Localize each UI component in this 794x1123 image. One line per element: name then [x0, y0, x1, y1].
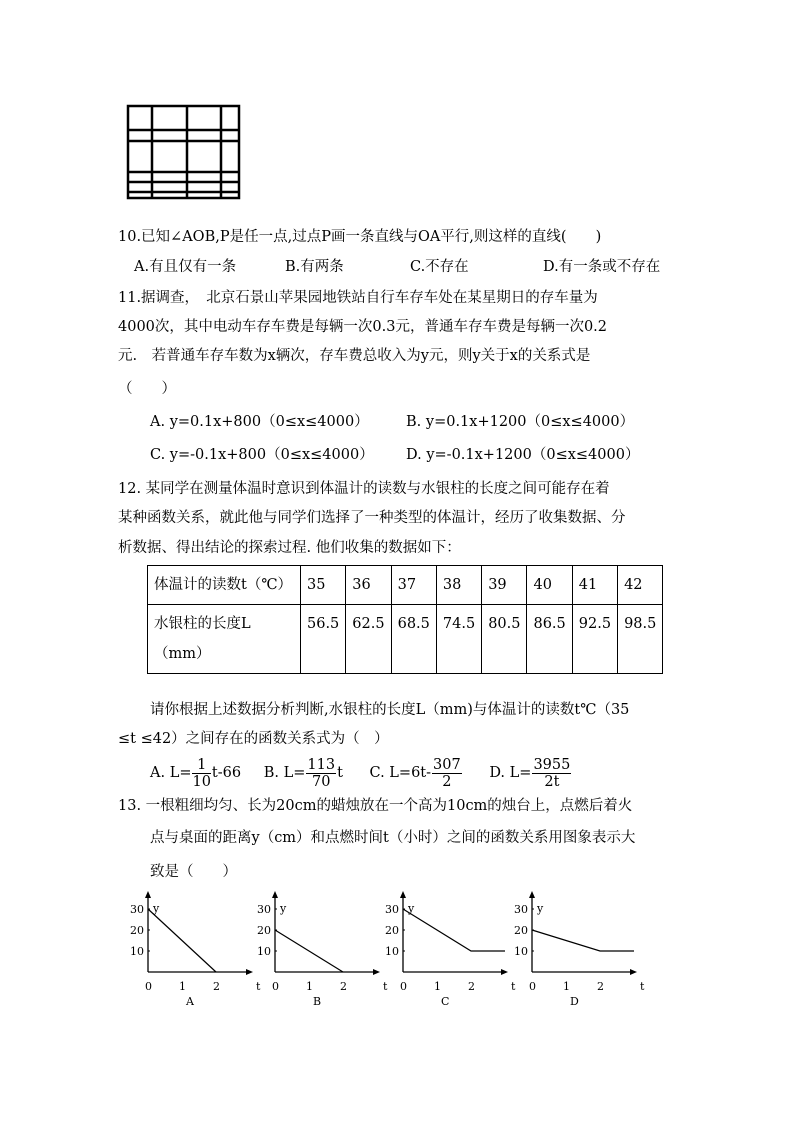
y-tick-label: 10 — [385, 945, 399, 958]
option-c: C. L=6t- $\frac{307}{2}$ — [369, 756, 461, 790]
y-tick-label: 20 — [257, 924, 271, 937]
cell: 40 — [527, 566, 572, 605]
cell: 86.5 — [527, 605, 572, 674]
y-axis-arrow — [145, 891, 151, 898]
y-axis-label: y — [153, 902, 160, 915]
cell: 36 — [346, 566, 391, 605]
x-axis-label: t — [640, 980, 645, 993]
q10-option-c: C.不存在 — [410, 259, 469, 275]
q10-option-a: A.有且仅有一条 — [134, 259, 237, 275]
y-tick-label: 30 — [385, 903, 399, 916]
x-axis-label: t — [511, 980, 516, 993]
y-axis-arrow — [400, 891, 406, 898]
graph-label: B — [313, 995, 322, 1008]
y-tick-label: 20 — [385, 924, 399, 937]
y-axis-label: y — [280, 902, 287, 915]
x-tick-label: 2 — [468, 980, 475, 993]
q12-line: 某种函数关系，就此他与同学们选择了一种类型的体温计，经历了收集数据、分 — [118, 510, 626, 526]
graph-label: A — [186, 995, 194, 1008]
cell: 80.5 — [482, 605, 527, 674]
y-tick-label: 10 — [257, 945, 271, 958]
x-tick-label: 1 — [563, 980, 570, 993]
x-tick-label: 2 — [597, 980, 604, 993]
row-header: 水银柱的长度L（mm） — [148, 605, 301, 674]
series-line — [403, 909, 505, 951]
x-tick-label: 0 — [145, 980, 152, 993]
cell: 35 — [301, 566, 346, 605]
q11-line: 4000次，其中电动车存车费是每辆一次0.3元，普通车存车费是每辆一次0.2 — [118, 319, 608, 335]
x-tick-label: 1 — [306, 980, 313, 993]
q13-line: 13. 一根粗细均匀、长为20cm的蜡烛放在一个高为10cm的烛台上，点燃后着火 — [118, 798, 633, 814]
option-a: A. L= $\frac{1}{10}$ t-66 — [150, 756, 242, 790]
q11-option-c: C. y=-0.1x+800（0≤x≤4000） — [150, 447, 374, 463]
q10-option-b: B.有两条 — [285, 259, 344, 275]
y-tick-label: 30 — [130, 903, 144, 916]
y-axis-label: y — [537, 902, 544, 915]
q13-line: 点与桌面的距离y（cm）和点燃时间t（小时）之间的函数关系用图象表示大 — [150, 830, 636, 846]
q11-line: 11.据调查， 北京石景山苹果园地铁站自行车存车处在某星期日的存车量为 — [118, 290, 598, 306]
graph-label: C — [441, 995, 450, 1008]
y-axis-arrow — [272, 891, 278, 898]
x-tick-label: 1 — [434, 980, 441, 993]
q11-line: （ ） — [118, 381, 176, 397]
cell: 56.5 — [301, 605, 346, 674]
x-axis-arrow — [501, 969, 508, 975]
x-tick-label: 0 — [272, 980, 279, 993]
q13-line: 致是（ ） — [150, 864, 237, 880]
y-axis-label: y — [408, 902, 415, 915]
option-d: D. L= $\frac{3955}{2t}$ — [489, 756, 571, 790]
cell: 37 — [391, 566, 436, 605]
x-tick-label: 0 — [529, 980, 536, 993]
x-axis-arrow — [630, 969, 637, 975]
cell: 68.5 — [391, 605, 436, 674]
q12-after: 请你根据上述数据分析判断,水银柱的长度L（mm)与体温计的读数t℃（35 — [150, 702, 630, 718]
q11-option-d: D. y=-0.1x+1200（0≤x≤4000） — [406, 447, 640, 463]
y-tick-label: 20 — [514, 924, 528, 937]
cell: 74.5 — [436, 605, 481, 674]
cell: 62.5 — [346, 605, 391, 674]
x-axis-arrow — [373, 969, 380, 975]
x-axis-label: t — [383, 980, 388, 993]
y-tick-label: 30 — [514, 903, 528, 916]
x-axis-label: t — [256, 980, 261, 993]
row-header: 体温计的读数t（℃） — [148, 566, 301, 605]
graph-label: D — [570, 995, 579, 1008]
q12-line: 12. 某同学在测量体温时意识到体温计的读数与水银柱的长度之间可能存在着 — [118, 481, 610, 497]
x-tick-label: 0 — [400, 980, 407, 993]
y-tick-label: 30 — [257, 903, 271, 916]
q11-option-a: A. y=0.1x+800（0≤x≤4000） — [150, 414, 369, 430]
q11-option-b: B. y=0.1x+1200（0≤x≤4000） — [406, 414, 635, 430]
q12-line: 析数据、得出结论的探索过程. 他们收集的数据如下： — [118, 540, 461, 556]
q11-line: 元. 若普通车存车数为x辆次，存车费总收入为y元，则y关于x的关系式是 — [118, 348, 591, 364]
q10-stem: 10.已知∠AOB,P是任一点,过点P画一条直线与OA平行,则这样的直线( ) — [118, 229, 602, 245]
y-axis-arrow — [529, 891, 535, 898]
series-line — [532, 930, 634, 951]
x-tick-label: 2 — [340, 980, 347, 993]
x-axis-arrow — [246, 969, 253, 975]
cell: 42 — [618, 566, 663, 605]
x-tick-label: 1 — [179, 980, 186, 993]
series-line — [275, 930, 343, 972]
cell: 41 — [572, 566, 617, 605]
y-tick-label: 10 — [514, 945, 528, 958]
y-tick-label: 10 — [130, 945, 144, 958]
q10-option-d: D.有一条或不存在 — [543, 259, 661, 275]
y-tick-label: 20 — [130, 924, 144, 937]
cell: 39 — [482, 566, 527, 605]
x-tick-label: 2 — [213, 980, 220, 993]
option-b: B. L= $\frac{113}{70}$ t — [263, 756, 343, 790]
cell: 38 — [436, 566, 481, 605]
series-line — [148, 909, 216, 972]
cell: 98.5 — [618, 605, 663, 674]
cell: 92.5 — [572, 605, 617, 674]
q12-after: ≤t ≤42）之间存在的函数关系式为（ ） — [118, 731, 389, 747]
